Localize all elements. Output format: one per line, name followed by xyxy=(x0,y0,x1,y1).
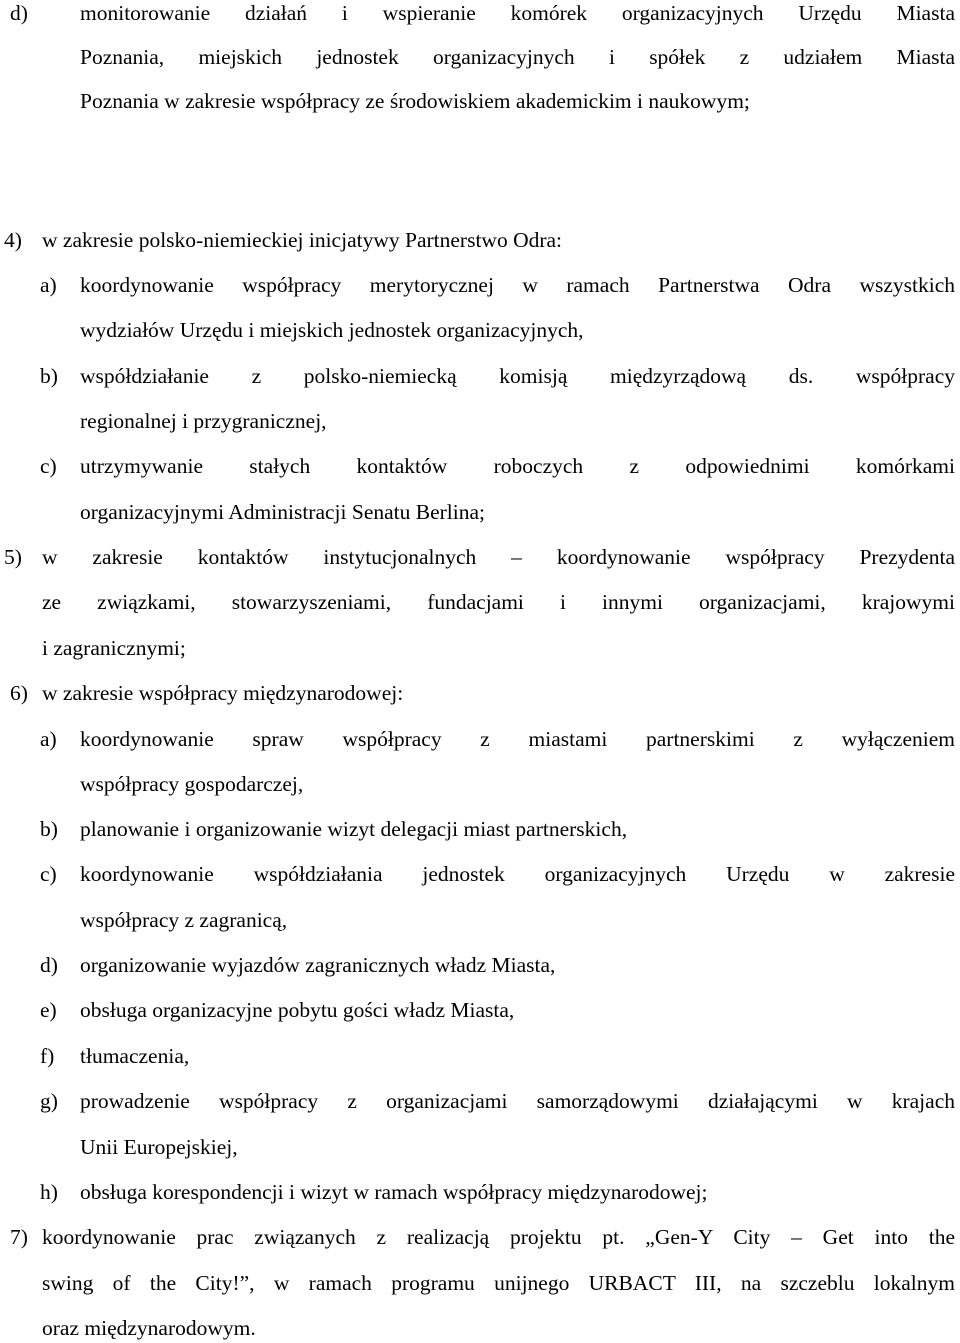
list-item-5-line2: ze związkami, stowarzyszeniami, fundacjami i innymi organizacjami, krajowymi xyxy=(42,590,955,614)
list-item-4c-line2: organizacyjnymi Administracji Senatu Berlina; xyxy=(80,500,486,524)
list-item-6g-line2: Unii Europejskiej, xyxy=(80,1135,238,1159)
list-label-6d: d) xyxy=(40,953,58,977)
list-label-6a: a) xyxy=(40,727,57,751)
list-item-5-line3: i zagranicznymi; xyxy=(42,636,186,660)
list-label-4a: a) xyxy=(40,273,57,297)
list-label-6g: g) xyxy=(40,1089,58,1113)
list-item-6e-line1: obsługa organizacyjne pobytu gości władz Miasta, xyxy=(80,998,515,1022)
list-item-6d-line1: organizowanie wyjazdów zagranicznych władz Miasta, xyxy=(80,953,556,977)
list-item-6b-line1: planowanie i organizowanie wizyt delegacji miast partnerskich, xyxy=(80,817,628,841)
list-label-7: 7) xyxy=(10,1225,28,1249)
list-item-4c-line1: utrzymywanie stałych kontaktów roboczych z odpowiednimi komórkami xyxy=(80,454,955,478)
list-item-4b-line1: współdziałanie z polsko-niemiecką komisją międzyrządową ds. współpracy xyxy=(80,364,955,388)
list-item-6a-line2: współpracy gospodarczej, xyxy=(80,772,304,796)
list-item-6f-line1: tłumaczenia, xyxy=(80,1044,190,1068)
list-label-6b: b) xyxy=(40,817,58,841)
list-item-4b-line2: regionalnej i przygranicznej, xyxy=(80,409,327,433)
list-label-5: 5) xyxy=(4,545,22,569)
list-label-6f: f) xyxy=(40,1044,55,1068)
list-label-6e: e) xyxy=(40,998,57,1022)
list-item-5-line1: w zakresie kontaktów instytucjonalnych – koordynowanie współpracy Prezydenta xyxy=(42,545,955,569)
list-item-4-text: w zakresie polsko-niemieckiej inicjatywy Partnerstwo Odra: xyxy=(42,228,563,252)
list-label-6h: h) xyxy=(40,1180,58,1204)
list-label-6c: c) xyxy=(40,862,57,886)
list-item-7-line3: oraz międzynarodowym. xyxy=(42,1316,256,1340)
list-label-4c: c) xyxy=(40,454,57,478)
list-item-6c-line2: współpracy z zagranicą, xyxy=(80,908,288,932)
list-item-d-line2: Poznania, miejskich jednostek organizacyjnych i spółek z udziałem Miasta xyxy=(80,45,955,69)
list-item-7-line1: koordynowanie prac związanych z realizacją projektu pt. „Gen-Y City – Get into the xyxy=(42,1225,955,1249)
list-item-4a-line2: wydziałów Urzędu i miejskich jednostek organizacyjnych, xyxy=(80,318,584,342)
list-item-6a-line1: koordynowanie spraw współpracy z miastami partnerskimi z wyłączeniem xyxy=(80,727,955,751)
list-label-d: d) xyxy=(10,1,28,25)
list-item-7-line2: swing of the City!”, w ramach programu unijnego URBACT III, na szczeblu lokalnym xyxy=(42,1271,955,1295)
list-label-6: 6) xyxy=(10,681,28,705)
list-item-4a-line1: koordynowanie współpracy merytorycznej w ramach Partnerstwa Odra wszystkich xyxy=(80,273,955,297)
list-item-6c-line1: koordynowanie współdziałania jednostek organizacyjnych Urzędu w zakresie xyxy=(80,862,955,886)
list-item-d-line1: monitorowanie działań i wspieranie komórek organizacyjnych Urzędu Miasta xyxy=(80,1,955,25)
list-item-d-line3: Poznania w zakresie współpracy ze środowiskiem akademickim i naukowym; xyxy=(80,89,750,113)
list-item-6h-line1: obsługa korespondencji i wizyt w ramach współpracy międzynarodowej; xyxy=(80,1180,708,1204)
list-label-4b: b) xyxy=(40,364,58,388)
list-item-6g-line1: prowadzenie współpracy z organizacjami samorządowymi działającymi w krajach xyxy=(80,1089,955,1113)
list-label-4: 4) xyxy=(4,228,22,252)
list-item-6-text: w zakresie współpracy międzynarodowej: xyxy=(42,681,404,705)
